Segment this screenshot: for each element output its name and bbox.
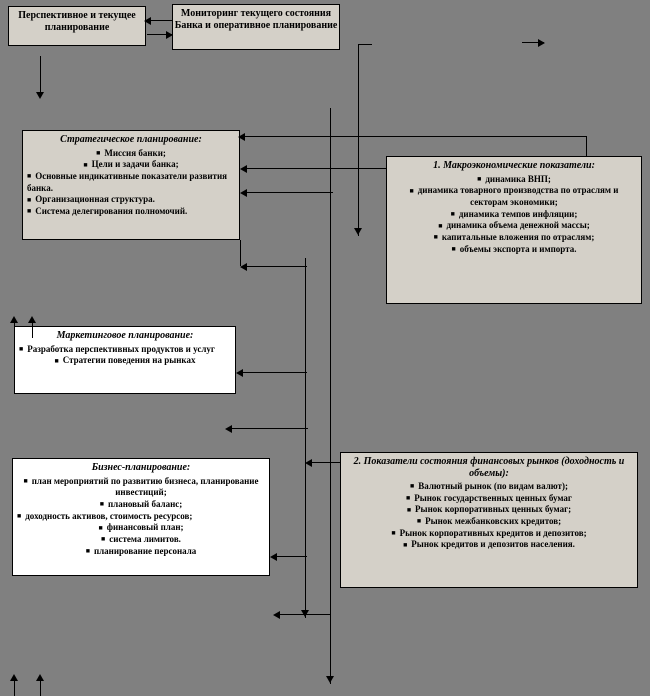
box-business-planning-title: Бизнес-планирование: bbox=[91, 462, 191, 473]
arrow-left-icon bbox=[240, 165, 247, 173]
list-item: ■ плановый баланс; bbox=[17, 499, 265, 511]
box-financial-markets-items bbox=[341, 481, 637, 554]
arrow-right-icon bbox=[166, 31, 173, 39]
list-item: ■ Миссия банки; bbox=[27, 148, 235, 160]
list-item: ■ динамика объема денежной массы; bbox=[391, 220, 637, 232]
list-item: ■ Рынок государственных ценных бумаг bbox=[345, 493, 633, 505]
list-item: ■ Рынок кредитов и депозитов населения. bbox=[345, 539, 633, 551]
connector-line bbox=[308, 462, 341, 463]
box-perspective-planning bbox=[8, 6, 146, 46]
arrow-left-icon bbox=[236, 369, 243, 377]
list-item: ■ Цели и задачи банка; bbox=[27, 159, 235, 171]
box-monitoring-title: Мониторинг текущего состояния Банка и оперативное планирование bbox=[174, 8, 338, 31]
box-macroeconomic-indicators-items bbox=[387, 174, 641, 259]
list-item: ■ динамика товарного производства по отраслям и секторам экономики; bbox=[391, 185, 637, 208]
arrow-left-icon bbox=[240, 263, 247, 271]
connector-line bbox=[239, 372, 307, 373]
arrow-left-icon bbox=[240, 189, 247, 197]
arrow-up-icon bbox=[10, 674, 18, 681]
list-item: ■ Основные индикативные показатели развития банка. bbox=[27, 171, 235, 194]
bus-line-main bbox=[330, 108, 331, 684]
box-strategic-planning bbox=[22, 130, 240, 240]
list-item: ■ динамика ВНП; bbox=[391, 174, 637, 186]
list-item: ■ Рынок корпоративных кредитов и депозитов; bbox=[345, 528, 633, 540]
connector-line bbox=[243, 168, 386, 169]
box-strategic-planning-items bbox=[23, 148, 239, 221]
list-item: ■ система лимитов. bbox=[17, 534, 265, 546]
box-business-planning bbox=[12, 458, 270, 576]
arrow-down-icon bbox=[36, 92, 44, 99]
arrow-down-icon bbox=[326, 676, 334, 683]
box-macroeconomic-indicators-title: 1. Макроэкономические показатели: bbox=[433, 160, 595, 171]
bus-line-secondary bbox=[305, 258, 306, 618]
arrow-left-icon bbox=[270, 553, 277, 561]
box-financial-markets-title: 2. Показатели состояния финансовых рынков (доходность и объемы): bbox=[353, 456, 625, 479]
arrow-up-icon bbox=[10, 316, 18, 323]
arrow-left-icon bbox=[225, 425, 232, 433]
arrow-up-icon bbox=[36, 674, 44, 681]
box-perspective-planning-title: Перспективное и текущее планирование bbox=[18, 10, 136, 33]
arrow-left-icon bbox=[305, 459, 312, 467]
connector-line bbox=[40, 56, 41, 96]
connector-line bbox=[276, 614, 331, 615]
list-item: ■ капитальные вложения по отраслям; bbox=[391, 232, 637, 244]
connector-line bbox=[586, 136, 587, 156]
bus-line-right bbox=[358, 44, 359, 236]
list-item: ■ Организационная структура. bbox=[27, 194, 235, 206]
box-marketing-planning-items bbox=[15, 344, 235, 370]
connector-line bbox=[273, 556, 307, 557]
list-item: ■ Разработка перспективных продуктов и услуг bbox=[19, 344, 231, 356]
arrow-right-icon bbox=[538, 39, 545, 47]
list-item: ■ Рынок межбанковских кредитов; bbox=[345, 516, 633, 528]
arrow-left-icon bbox=[144, 17, 151, 25]
arrow-down-icon bbox=[354, 228, 362, 235]
connector-line bbox=[243, 192, 333, 193]
arrow-left-icon bbox=[238, 133, 245, 141]
list-item: ■ динамика темпов инфляции; bbox=[391, 209, 637, 221]
list-item: ■ Рынок корпоративных ценных бумаг; bbox=[345, 504, 633, 516]
list-item: ■ Валютный рынок (по видам валют); bbox=[345, 481, 633, 493]
list-item: ■ финансовый план; bbox=[17, 522, 265, 534]
list-item: ■ Система делегирования полномочий. bbox=[27, 206, 235, 218]
box-financial-markets bbox=[340, 452, 638, 588]
connector-line bbox=[358, 44, 372, 45]
box-strategic-planning-title: Стратегическое планирование: bbox=[60, 134, 202, 145]
arrow-left-icon bbox=[273, 611, 280, 619]
box-business-planning-items bbox=[13, 476, 269, 561]
box-macroeconomic-indicators bbox=[386, 156, 642, 304]
connector-line bbox=[228, 428, 308, 429]
box-marketing-planning-title: Маркетинговое планирование: bbox=[56, 330, 194, 341]
arrow-up-icon bbox=[28, 316, 36, 323]
list-item: ■ план мероприятий по развитию бизнеса, планирование инвестиций; bbox=[17, 476, 265, 499]
connector-line bbox=[240, 136, 586, 137]
connector-line bbox=[243, 266, 307, 267]
box-monitoring bbox=[172, 4, 340, 50]
list-item: ■ доходность активов, стоимость ресурсов; bbox=[17, 511, 265, 523]
list-item: ■ Стратегии поведения на рынках bbox=[19, 355, 231, 367]
box-marketing-planning bbox=[14, 326, 236, 394]
list-item: ■ объемы экспорта и импорта. bbox=[391, 244, 637, 256]
list-item: ■ планирование персонала bbox=[17, 546, 265, 558]
